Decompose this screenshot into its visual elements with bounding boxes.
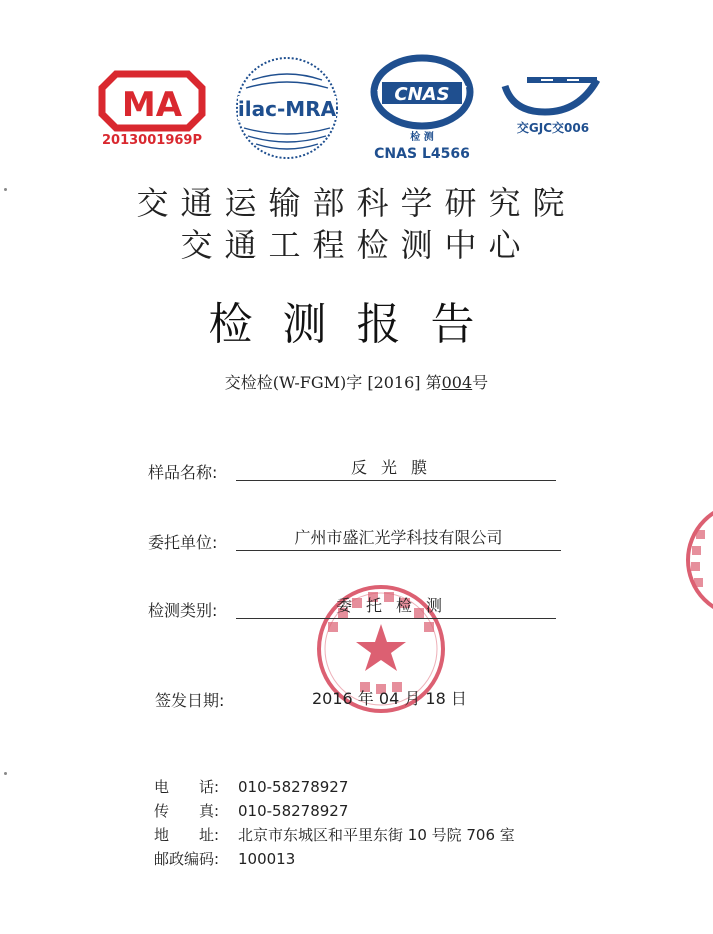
cma-logo-text: MA bbox=[121, 85, 183, 125]
client-label: 委托单位: bbox=[148, 533, 218, 552]
client-value: 广州市盛汇光学科技有限公司 bbox=[236, 528, 561, 551]
cnas-logo-text: CNAS bbox=[394, 84, 450, 105]
postcode-label: 邮政编码: bbox=[154, 850, 220, 868]
address-value: 北京市东城区和平里东街 10 号院 706 室 bbox=[238, 826, 515, 844]
gjc-logo-text: 交GJC交006 bbox=[516, 121, 590, 135]
cnas-logo bbox=[368, 52, 476, 164]
report-number-suffix: 号 bbox=[472, 373, 489, 392]
organization-name: 交通运输部科学研究院 bbox=[136, 184, 577, 222]
contact-address bbox=[154, 824, 515, 845]
cnas-number: CNAS L4566 bbox=[374, 146, 470, 162]
fax-label: 传 真: bbox=[154, 802, 220, 820]
test-type-value: 委托检测 bbox=[236, 596, 556, 619]
edge-seal bbox=[682, 500, 713, 620]
postcode-value: 100013 bbox=[238, 850, 296, 868]
report-number-value: 004 bbox=[441, 373, 473, 392]
scan-speck bbox=[4, 188, 7, 191]
issue-date-value: 2016 年 04 月 18 日 bbox=[312, 689, 467, 708]
address-label: 地 址: bbox=[154, 826, 220, 844]
cma-logo bbox=[96, 66, 208, 148]
scan-speck bbox=[4, 772, 7, 775]
ilac-mra-logo bbox=[232, 54, 342, 162]
test-type-label: 检测类别: bbox=[148, 601, 218, 620]
gjc-logo bbox=[497, 72, 603, 138]
contact-postcode bbox=[154, 848, 295, 869]
phone-label: 电 话: bbox=[154, 778, 220, 796]
phone-value: 010-58278927 bbox=[238, 778, 349, 796]
report-number-prefix: 交检检(W-FGM)字 [2016] 第 bbox=[224, 373, 442, 392]
contact-phone bbox=[154, 776, 348, 797]
fax-value: 010-58278927 bbox=[238, 802, 349, 820]
contact-fax bbox=[154, 800, 348, 821]
issue-date-label: 签发日期: bbox=[155, 691, 225, 710]
ilac-logo-text: ilac-MRA bbox=[237, 97, 337, 121]
report-title: 检测报告 bbox=[208, 299, 505, 350]
cnas-sub-text: 检 测 bbox=[410, 132, 434, 143]
cma-number: 2013001969P bbox=[102, 133, 202, 148]
organization-department: 交通工程检测中心 bbox=[180, 226, 533, 264]
sample-name-value: 反光膜 bbox=[236, 458, 556, 481]
report-number bbox=[0, 370, 713, 393]
sample-name-label: 样品名称: bbox=[148, 463, 218, 482]
